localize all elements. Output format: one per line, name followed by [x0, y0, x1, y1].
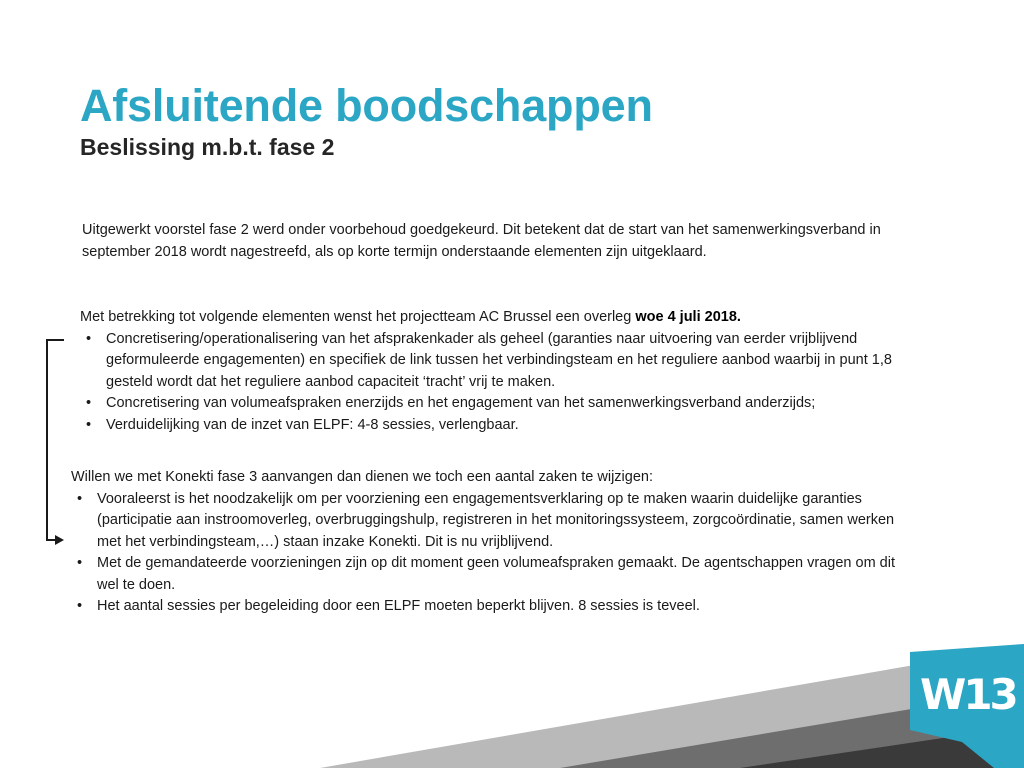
- list-item-text: Het aantal sessies per begeleiding door een ELPF moeten beperkt blijven. 8 sessies is teveel.: [97, 598, 700, 614]
- paragraph-consultation: [80, 307, 920, 436]
- page-subtitle: Beslissing m.b.t. fase 2: [80, 134, 335, 160]
- bullet-marker: •: [86, 416, 92, 433]
- footer-decoration: [0, 638, 1024, 768]
- paragraph-approval: [82, 220, 912, 263]
- bullet-marker: •: [77, 490, 83, 507]
- list-item: [80, 393, 920, 415]
- logo-text: W13: [920, 670, 1016, 719]
- list-item-text: Concretisering van volumeafspraken enerzijds en het engagement van het samenwerkingsverband anderzijds;: [106, 395, 816, 411]
- consultation-intro-text: Met betrekking tot volgende elementen wenst het projectteam AC Brussel een overleg: [80, 309, 636, 325]
- phase3-bullet-list: [71, 489, 911, 618]
- bullet-marker: •: [77, 555, 83, 571]
- list-item: [71, 596, 911, 618]
- arrow-head-icon: [55, 535, 64, 545]
- list-item-text: Concretisering/operationalisering van het afsprakenkader als geheel (garanties naar uitvoering van eerder vrijblijvend geformuleerde engagementen) en specifiek de link tussen het verbindingsteam en het reguliere aanbod waarbij in punt 1,8 gesteld wordt dat het reguliere aanbod capaciteit ‘tracht’ vrij te maken.: [106, 330, 892, 390]
- page-title: Afsluitende boodschappen: [80, 80, 653, 131]
- list-item: [71, 489, 911, 554]
- list-item-text: Met de gemandateerde voorzieningen zijn op dit moment geen volumeafspraken gemaakt. De agentschappen vragen om dit wel te doen.: [97, 555, 895, 593]
- list-item-text: Verduidelijking van de inzet van ELPF: 4-8 sessies, verlengbaar.: [106, 416, 519, 433]
- consultation-date: woe 4 juli 2018.: [635, 309, 741, 325]
- paragraph-approval-text: Uitgewerkt voorstel fase 2 werd onder voorbehoud goedgekeurd. Dit betekent dat de start van het samenwerkingsverband in september 2018 wordt nagestreefd, als op korte termijn onderstaande elementen zijn uitgeklaard.: [82, 222, 881, 260]
- list-item-text: Vooraleerst is het noodzakelijk om per voorziening een engagementsverklaring op te maken waarin duidelijke garanties (participatie aan instroomoverleg, overbruggingshulp, registreren in het monitoringssysteem, zorgcoördinatie, samen werken met het verbindingsteam,…) staan inzake Konekti. Dit is nu vrijblijvend.: [97, 490, 895, 550]
- paragraph-phase3-intro: Willen we met Konekti fase 3 aanvangen dan dienen we toch een aantal zaken te wijzigen:: [71, 469, 653, 485]
- paragraph-phase3: [71, 467, 911, 618]
- bullet-marker: •: [77, 598, 83, 614]
- list-item: [71, 553, 911, 596]
- paragraph-consultation-intro: [80, 307, 920, 329]
- bullet-marker: •: [86, 395, 92, 411]
- list-item: [80, 329, 920, 394]
- bracket-arrow-connector: [0, 0, 83, 560]
- bullet-marker: •: [86, 330, 92, 347]
- consultation-bullet-list: [80, 329, 920, 437]
- list-item: [80, 415, 920, 437]
